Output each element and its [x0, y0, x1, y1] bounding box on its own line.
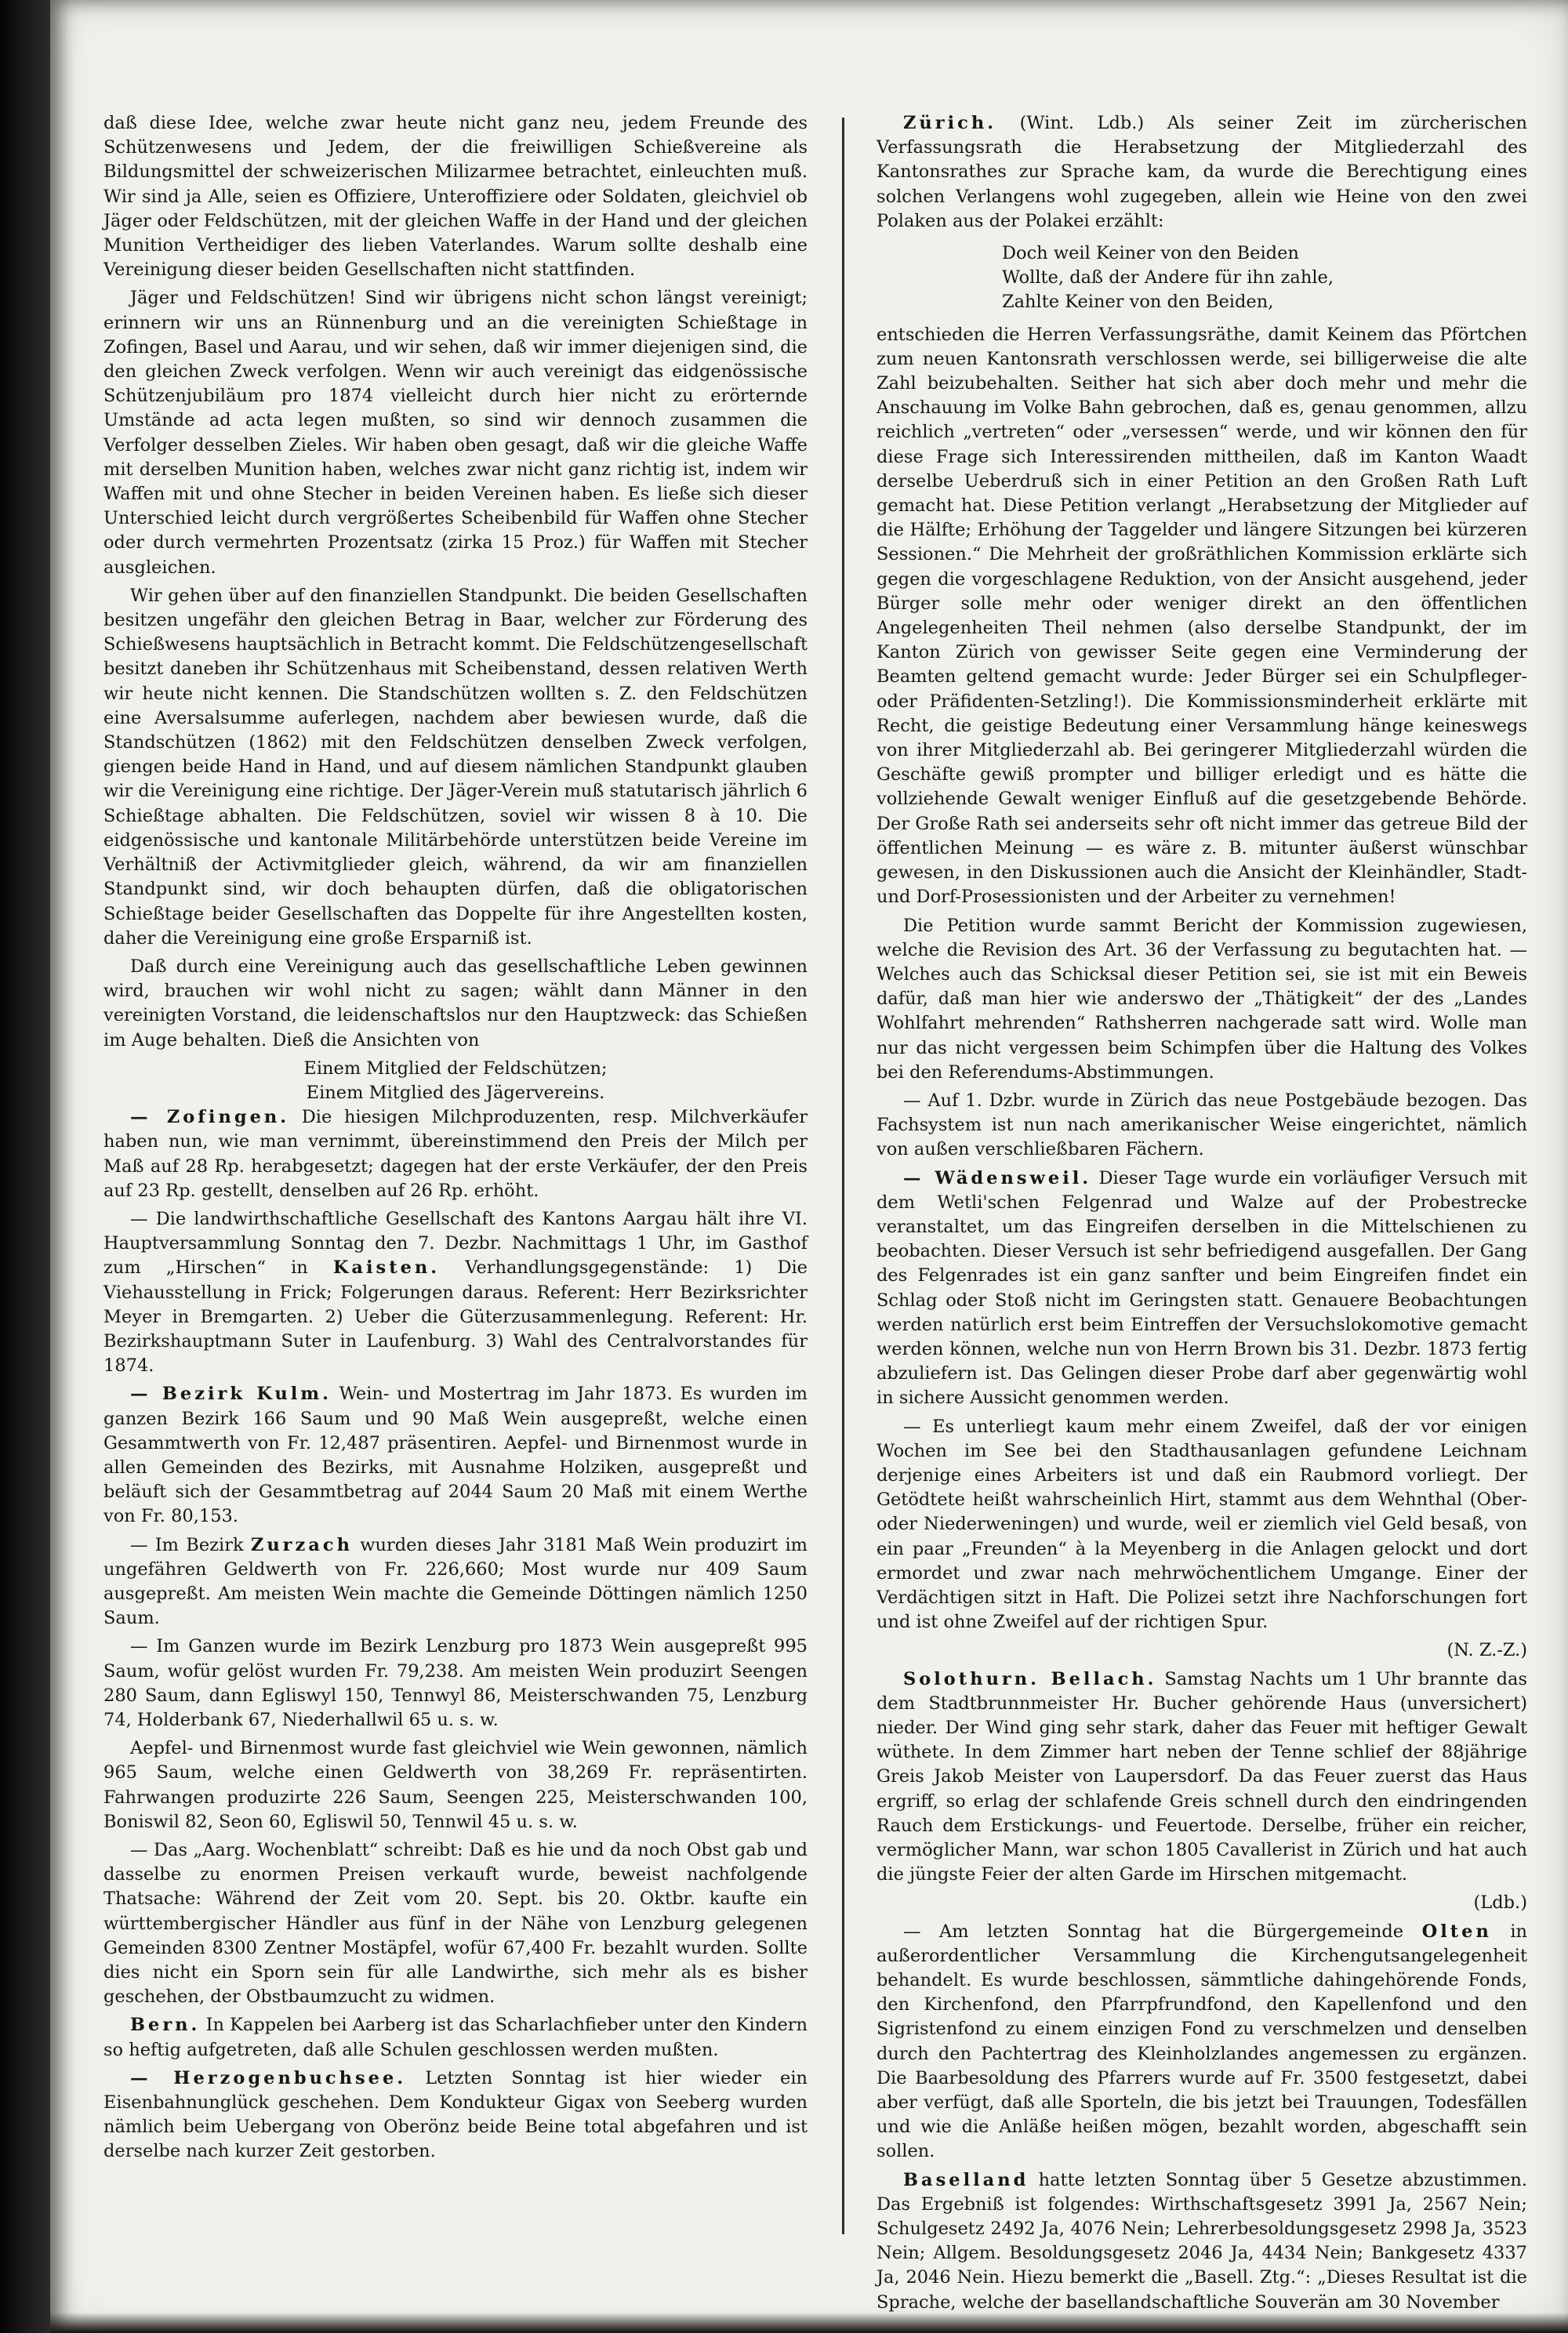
right-column — [877, 111, 1528, 2313]
news-item-waedenswil — [877, 1166, 1527, 1411]
news-text: Wein- und Mostertrag im Jahr 1873. Es wurden im ganzen Bezirk 166 Saum und 90 Maß Wein ausgepreßt, welche einen Gesammtwerth von Fr. 12,487 präsentiren. Aepfel- und Birnenmost wurde in allen Gemeinden des Bezirks, mit Ausnahme Holziken, ausgepreßt und beläuft sich der Gesammtbetrag auf 2044 Saum 20 Maß mit einem Werthe von Fr. 80,153. — [103, 1384, 808, 1527]
news-text: in außerordentlicher Versammlung die Kirchengutsangelegenheit behandelt. Es wurde beschlossen, sämmtliche dahingehörende Fonds, den Kirchenfond, den Pfarrpfrundfond, den Kapellenfond und den Sigristenfond zu einem einzigen Fond zu verschmelzen und denselben durch den Pachtertrag des Kleinholzlandes angemessen zu ergänzen. Die Baarbesoldung des Pfarrers wurde auf Fr. 3500 festgesetzt, dabei aber verfügt, daß alle Sporteln, die bis jetzt bei Trauungen, Todesfällen und wie die Anläße heißen mögen, bezahlt worden, abgeschafft sein sollen. — [877, 1921, 1528, 2162]
news-item-baselland — [877, 2168, 1527, 2315]
news-text: — Die landwirthschaftliche Gesellschaft des Kantons Aargau hält ihre VI. Hauptversammlung Sonntag den 7. Dezbr. Nachmittags 1 Uhr, im Gasthof zum „Hirschen“ in — [103, 1208, 808, 1279]
signature-line: Einem Mitglied der Feldschützen; — [303, 1058, 608, 1079]
verse-quote — [1002, 241, 1527, 315]
place-name: Bern. — [130, 2015, 201, 2036]
news-item-zurzach — [103, 1533, 808, 1631]
article-paragraph: Die Petition wurde sammt Bericht der Kommission zugewiesen, welche die Revision des Art. 36 der Verfassung zu begutachten hat. — Welches auch das Schicksal dieser Petition sei, sie ist mit ein Beweis dafür, daß man hier wie anderswo der „Thätigkeit“ der des „Landes Wohlfahrt mehrenden“ Rathsherren nachgerade satt wird. Wolle man nur das nicht vergessen beim Schimpfen über die Haltung des Volkes bei den Referendums-Abstimmungen. — [877, 915, 1527, 1083]
news-item-zofingen — [103, 1105, 808, 1203]
news-item-lenzburg-most: Aepfel- und Birnenmost wurde fast gleichviel wie Wein gewonnen, nämlich 965 Saum, welche einen Geldwerth von 38,269 Fr. repräsentirten. Fahrwangen produzirte 226 Saum, Seengen 225, Meisterschwanden 100, Boniswil 82, Seon 60, Egliswil 50, Tennwil 45 u. s. w. — [103, 1738, 808, 1832]
source-credit: (Ldb.) — [1473, 1892, 1527, 1914]
news-text: Samstag Nachts um 1 Uhr brannte das dem Stadtbrunnmeister Hr. Bucher gehörende Haus (unversichert) nieder. Der Wind ging sehr stark, daher das Feuer mit heftiger Gewalt wüthete. In dem Zimmer hart neben der Tenne schlief der 88jährige Greis Jakob Meister von Laupersdorf. Da das Feuer zuerst das Haus ergriff, so erlag der schlafende Greis schnell durch den eindringenden Rauch dem Erstickungs- und Feuertode. Derselbe, früher ein reicher, vermöglicher Mann, war schon 1805 Cavallerist in Zürich und hat auch die jüngste Feier der alten Garde im Hirschen mitgemacht. — [877, 1668, 1527, 1885]
place-name: — Zofingen. — [130, 1107, 290, 1128]
article-paragraph: Jäger und Feldschützen! Sind wir übrigens nicht schon längst vereinigt; erinnern wir uns an Rünnenburg und an die vereinigten Schießtage in Zofingen, Basel und Aarau, und wir sehen, daß wir immer diejenigen sind, die den gleichen Zweck verfolgen. Wenn wir auch vereinigt das eidgenössische Schützenjubiläum pro 1874 vielleicht durch hier nicht zu erörternde Umstände ad acta legen mußten, so sind wir dennoch zusammen die Verfolger desselben Zieles. Wir haben oben gesagt, daß wir die gleiche Waffe mit derselben Munition haben, welches zwar nicht ganz richtig ist, indem wir Waffen mit und ohne Stecher in beiden Vereinen haben. Es ließe sich dieser Unterschied leicht durch vergrößertes Scheibenbild für Waffen ohne Stecher oder durch vermehrten Prozentsatz (zirka 15 Proz.) für Waffen mit Stecher ausgleichen. — [103, 288, 808, 578]
signature-line: Einem Mitglied des Jägervereins. — [306, 1082, 605, 1103]
news-text: Dieser Tage wurde ein vorläufiger Versuch mit dem Wetli'schen Felgenrad und Walze auf der Probestrecke veranstaltet, um das Eingreifen derselben in die Mittelschienen zu beobachten. Dieser Versuch ist sehr befriedigend ausgefallen. Der Gang des Felgenrades ist ein ganz sanfter und beim Eingreifen findet ein Schlag oder Stoß nicht im Geringsten statt. Genauere Beobachtungen werden natürlich erst beim Eintreffen der Versuchslokomotive gemacht werden können, welche nun von Herrn Brown bis 31. Dezbr. 1873 fertig abzuliefern ist. Das Gelingen dieser Probe darf aber gegenwärtig wohl in sichere Aussicht genommen werden. — [877, 1167, 1527, 1409]
news-item-solothurn — [877, 1667, 1527, 1888]
news-text: In Kappelen bei Aarberg ist das Scharlachfieber unter den Kindern so heftig aufgetreten, daß alle Schulen geschlossen werden mußten. — [103, 2015, 808, 2060]
place-name: — Wädensweil. — [903, 1167, 1092, 1188]
news-text: (Wint. Ldb.) Als seiner Zeit im zürcherischen Verfassungsrath die Herabsetzung der Mitgliederzahl des Kantonsrathes zur Sprache kam, da wurde die Berechtigung eines solchen Verlangens wohl zugegeben, allein wie Heine von den zwei Polaken aus der Polakei erzählt: — [877, 113, 1528, 231]
scan-bottom-edge — [50, 2313, 1568, 2333]
source-credit: (N. Z.-Z.) — [1446, 1640, 1527, 1661]
scan-dark-border — [0, 0, 50, 2333]
news-text: Die hiesigen Milchproduzenten, resp. Milchverkäufer haben nun, wie man vernimmt, übereinstimmend den Preis der Milch per Maß auf 28 Rp. herabgesetzt; dagegen hat der erste Verkäufer, der den Preis auf 23 Rp. gestellt, denselben auf 26 Rp. erhöht. — [103, 1107, 808, 1201]
verse-line: Doch weil Keiner von den Beiden — [1002, 243, 1299, 264]
news-item-zurich — [877, 111, 1527, 234]
verse-line: Zahlte Keiner von den Beiden, — [1002, 292, 1274, 313]
place-name: — Bezirk Kulm. — [130, 1384, 332, 1405]
news-item-aargau — [103, 1207, 808, 1378]
article-paragraph: Daß durch eine Vereinigung auch das gesellschaftliche Leben gewinnen wird, brauchen wir wohl nicht zu sagen; wählt dann Männer in den vereinigten Vorstand, die leidenschaftslos nur den Hauptzweck: das Schießen im Auge behalten. Dieß die Ansichten von — [103, 956, 808, 1050]
column-divider — [842, 118, 844, 2234]
news-item-bern — [103, 2013, 808, 2062]
news-item-lenzburg: — Im Ganzen wurde im Bezirk Lenzburg pro 1873 Wein ausgepreßt 995 Saum, wofür gelöst wurden Fr. 79,238. Am meisten Wein produzirt Seengen 280 Saum, dann Egliswyl 150, Tennwyl 86, Meisterschwanden 75, Lenzburg 74, Holderbank 67, Niederhallwil 65 u. s. w. — [103, 1636, 808, 1730]
news-item-olten — [877, 1920, 1527, 2164]
place-name: — Herzogenbuchsee. — [130, 2067, 407, 2088]
place-name: Solothurn. Bellach. — [903, 1668, 1157, 1689]
news-text: — Am letzten Sonntag hat die Bürgergemeinde — [903, 1921, 1404, 1942]
verse-line: Wollte, daß der Andere für ihn zahle, — [1002, 267, 1334, 288]
place-name: Kaisten. — [332, 1257, 441, 1279]
place-name: Zürich. — [903, 113, 997, 133]
place-name: Zurzach — [250, 1534, 353, 1555]
news-text: — Im Bezirk — [130, 1534, 244, 1555]
left-column — [103, 111, 808, 2299]
news-text: Letzten Sonntag ist hier wieder ein Eisenbahnunglück geschehen. Dem Kondukteur Gigax von Seeberg wurden nämlich beim Uebergang von Oberönz beide Beine total abgefahren und ist derselbe nach kurzer Zeit gestorben. — [103, 2067, 808, 2162]
article-paragraph: daß diese Idee, welche zwar heute nicht ganz neu, jedem Freunde des Schützenwesens und Jedem, der die freiwilligen Schießvereine als Bildungsmittel der schweizerischen Milizarmee betrachtet, einleuchten muß. Wir sind ja Alle, seien es Offiziere, Unteroffiziere oder Soldaten, gleichviel ob Jäger oder Feldschützen, mit der gleichen Waffe in der Hand und der gleichen Munition Vertheidiger des lieben Vaterlandes. Warum sollte deshalb eine Vereinigung dieser beiden Gesellschaften nicht stattfinden. — [103, 113, 808, 281]
news-text: hatte letzten Sonntag über 5 Gesetze abzustimmen. Das Ergebniß ist folgendes: Wirthschaftsgesetz 3991 Ja, 2567 Nein; Schulgesetz 2492 Ja, 4076 Nein; Lehrerbesoldungsgesetz 2998 Ja, 3523 Nein; Allgem. Besoldungsgesetz 2046 Ja, 4434 Nein; Bankgesetz 4337 Ja, 2046 Nein. Hiezu bemerkt die „Basell. Ztg.“: „Dieses Resultat ist die Sprache, welche der basellandschaftliche Souverän am 30 November — [877, 2169, 1527, 2313]
news-item-wochenblatt: — Das „Aarg. Wochenblatt“ schreibt: Daß es hie und da noch Obst gab und dasselbe zu enormen Preisen verkauft wurde, beweist nachfolgende Thatsache: Während der Zeit vom 20. Sept. bis 20. Oktbr. kaufte ein württembergischer Händler aus fünf in der Nähe von Lenzburg gelegenen Gemeinden 8300 Zentner Mostäpfel, wofür 67,400 Fr. bezahlt wurden. Sollte dies nicht ein Sporn sein für alle Landwirthe, sich mehr als es bisher geschehen, der Obstbaumzucht zu widmen. — [103, 1840, 808, 2008]
news-item-herzogenbuchsee — [103, 2066, 808, 2164]
place-name: Baselland — [903, 2169, 1029, 2190]
news-item-post: — Auf 1. Dzbr. wurde in Zürich das neue Postgebäude bezogen. Das Fachsystem ist nun nach amerikanischer Weise eingerichtet, nämlich von außen verschließbaren Fächern. — [877, 1090, 1527, 1160]
article-paragraph: Wir gehen über auf den finanziellen Standpunkt. Die beiden Gesellschaften besitzen ungefähr den gleichen Betrag in Baar, welcher zur Förderung des Schießwesens hauptsächlich in Betracht kommt. Die Feldschützengesellschaft besitzt daneben ihr Schützenhaus mit Scheibenstand, dessen relativen Werth wir heute nicht kennen. Die Standschützen wollten s. Z. den Feldschützen eine Aversalsumme auferlegen, nachdem aber bewiesen wurde, daß die Standschützen (1862) mit den Feldschützen denselben Zweck verfolgen, giengen beide Hand in Hand, und auf diesem nämlichen Standpunkt glauben wir die Vereinigung eine richtige. Der Jäger-Verein muß statutarisch jährlich 6 Schießtage abhalten. Die Feldschützen, soviel wir wissen 8 à 10. Die eidgenössische und kantonale Militärbehörde unterstützen beide Vereine im Verhältniß der Activmitglieder gleich, während, da wir am finanziellen Standpunkt sind, wir doch behaupten dürfen, daß die obligatorischen Schießtage beider Gesellschaften das Doppelte für ihre Angestellten kosten, daher die Vereinigung eine große Ersparniß ist. — [103, 585, 808, 949]
place-name: Olten — [1421, 1921, 1492, 1942]
news-text: wurden dieses Jahr 3181 Maß Wein produzirt im ungefähren Geldwerth von Fr. 226,660; Most wurde nur 409 Saum ausgepreßt. Am meisten Wein machte die Gemeinde Döttingen nämlich 1250 Saum. — [103, 1534, 808, 1629]
article-paragraph: entschieden die Herren Verfassungsräthe, damit Keinem das Pförtchen zum neuen Kantonsrath verschlossen werde, sei billigerweise die alte Zahl beizubehalten. Seither hat sich aber doch mehr und mehr die Anschauung im Volke Bahn gebrochen, daß es, genau genommen, allzu reichlich „vertreten“ oder „versessen“ werde, und wir können den für diese Frage sich Interessirenden mittheilen, daß im Kanton Waadt derselbe Ueberdruß sich in einer Petition an den Großen Rath Luft gemacht hat. Diese Petition verlangt „Herabsetzung der Mitglieder auf die Hälfte; Erhöhung der Taggelder und längere Sitzungen bei kürzeren Sessionen.“ Die Mehrheit der großräthlichen Kommission erklärte sich gegen die vorgeschlagene Reduktion, von der Ansicht ausgehend, jeder Bürger solle mehr oder weniger direkt an den öffentlichen Angelegenheiten Theil nehmen (also derselbe Standpunkt, der im Kanton Zürich von gewisser Seite gegen eine Verminderung der Beamten geltend gemacht wurde: Jeder Bürger sei ein Schulpfleger- oder Präfidenten-Setzling!). Die Kommissionsminderheit erklärte mit Recht, die geistige Bedeutung einer Versammlung hänge keineswegs von ihrer Mitgliederzahl ab. Bei geringerer Mitgliederzahl würden die Geschäfte gewiß prompter und billiger erledigt und es hätte die vollziehende Gewalt weniger Einfluß auf die gesetzgebende Behörde. Der Große Rath sei anderseits sehr oft nicht immer das getreue Bild der öffentlichen Meinung — es wäre z. B. mitunter äußerst wünschbar gewesen, in den Diskussionen auch die Ansicht der Kleinhändler, Stadt- und Dorf-Prosessionisten und der Arbeiter zu vernehmen! — [877, 324, 1527, 908]
news-item-leiche — [877, 1415, 1527, 1635]
news-text: — Es unterliegt kaum mehr einem Zweifel, daß der vor einigen Wochen im See bei den Stadthausanlagen gefundene Leichnam derjenige eines Arbeiters ist und daß ein Raubmord vorliegt. Der Getödtete heißt wahrscheinlich Hirt, stammt aus dem Wehnthal (Ober- oder Niederweningen) und wurde, weil er ziemlich viel Geld besaß, von ein paar „Freunden“ à la Meyenberg in die Anlagen gelockt und dort ermordet und zwar nach mehrwöchentlichem Umgange. Einer der Verdächtigen sitzt in Haft. Die Polizei setzt ihre Nachforschungen fort und ist ohne Zweifel auf der richtigen Spur. — [877, 1416, 1527, 1633]
news-text: Verhandlungsgegenstände: 1) Die Viehausstellung in Frick; Folgerungen daraus. Referent: Herr Bezirksrichter Meyer in Bremgarten. 2) Ueber die Güterzusammenlegung. Referent: Hr. Bezirkshauptmann Suter in Laufenburg. 3) Wahl des Centralvorstandes für 1874. — [103, 1257, 808, 1377]
news-item-kulm — [103, 1382, 808, 1529]
